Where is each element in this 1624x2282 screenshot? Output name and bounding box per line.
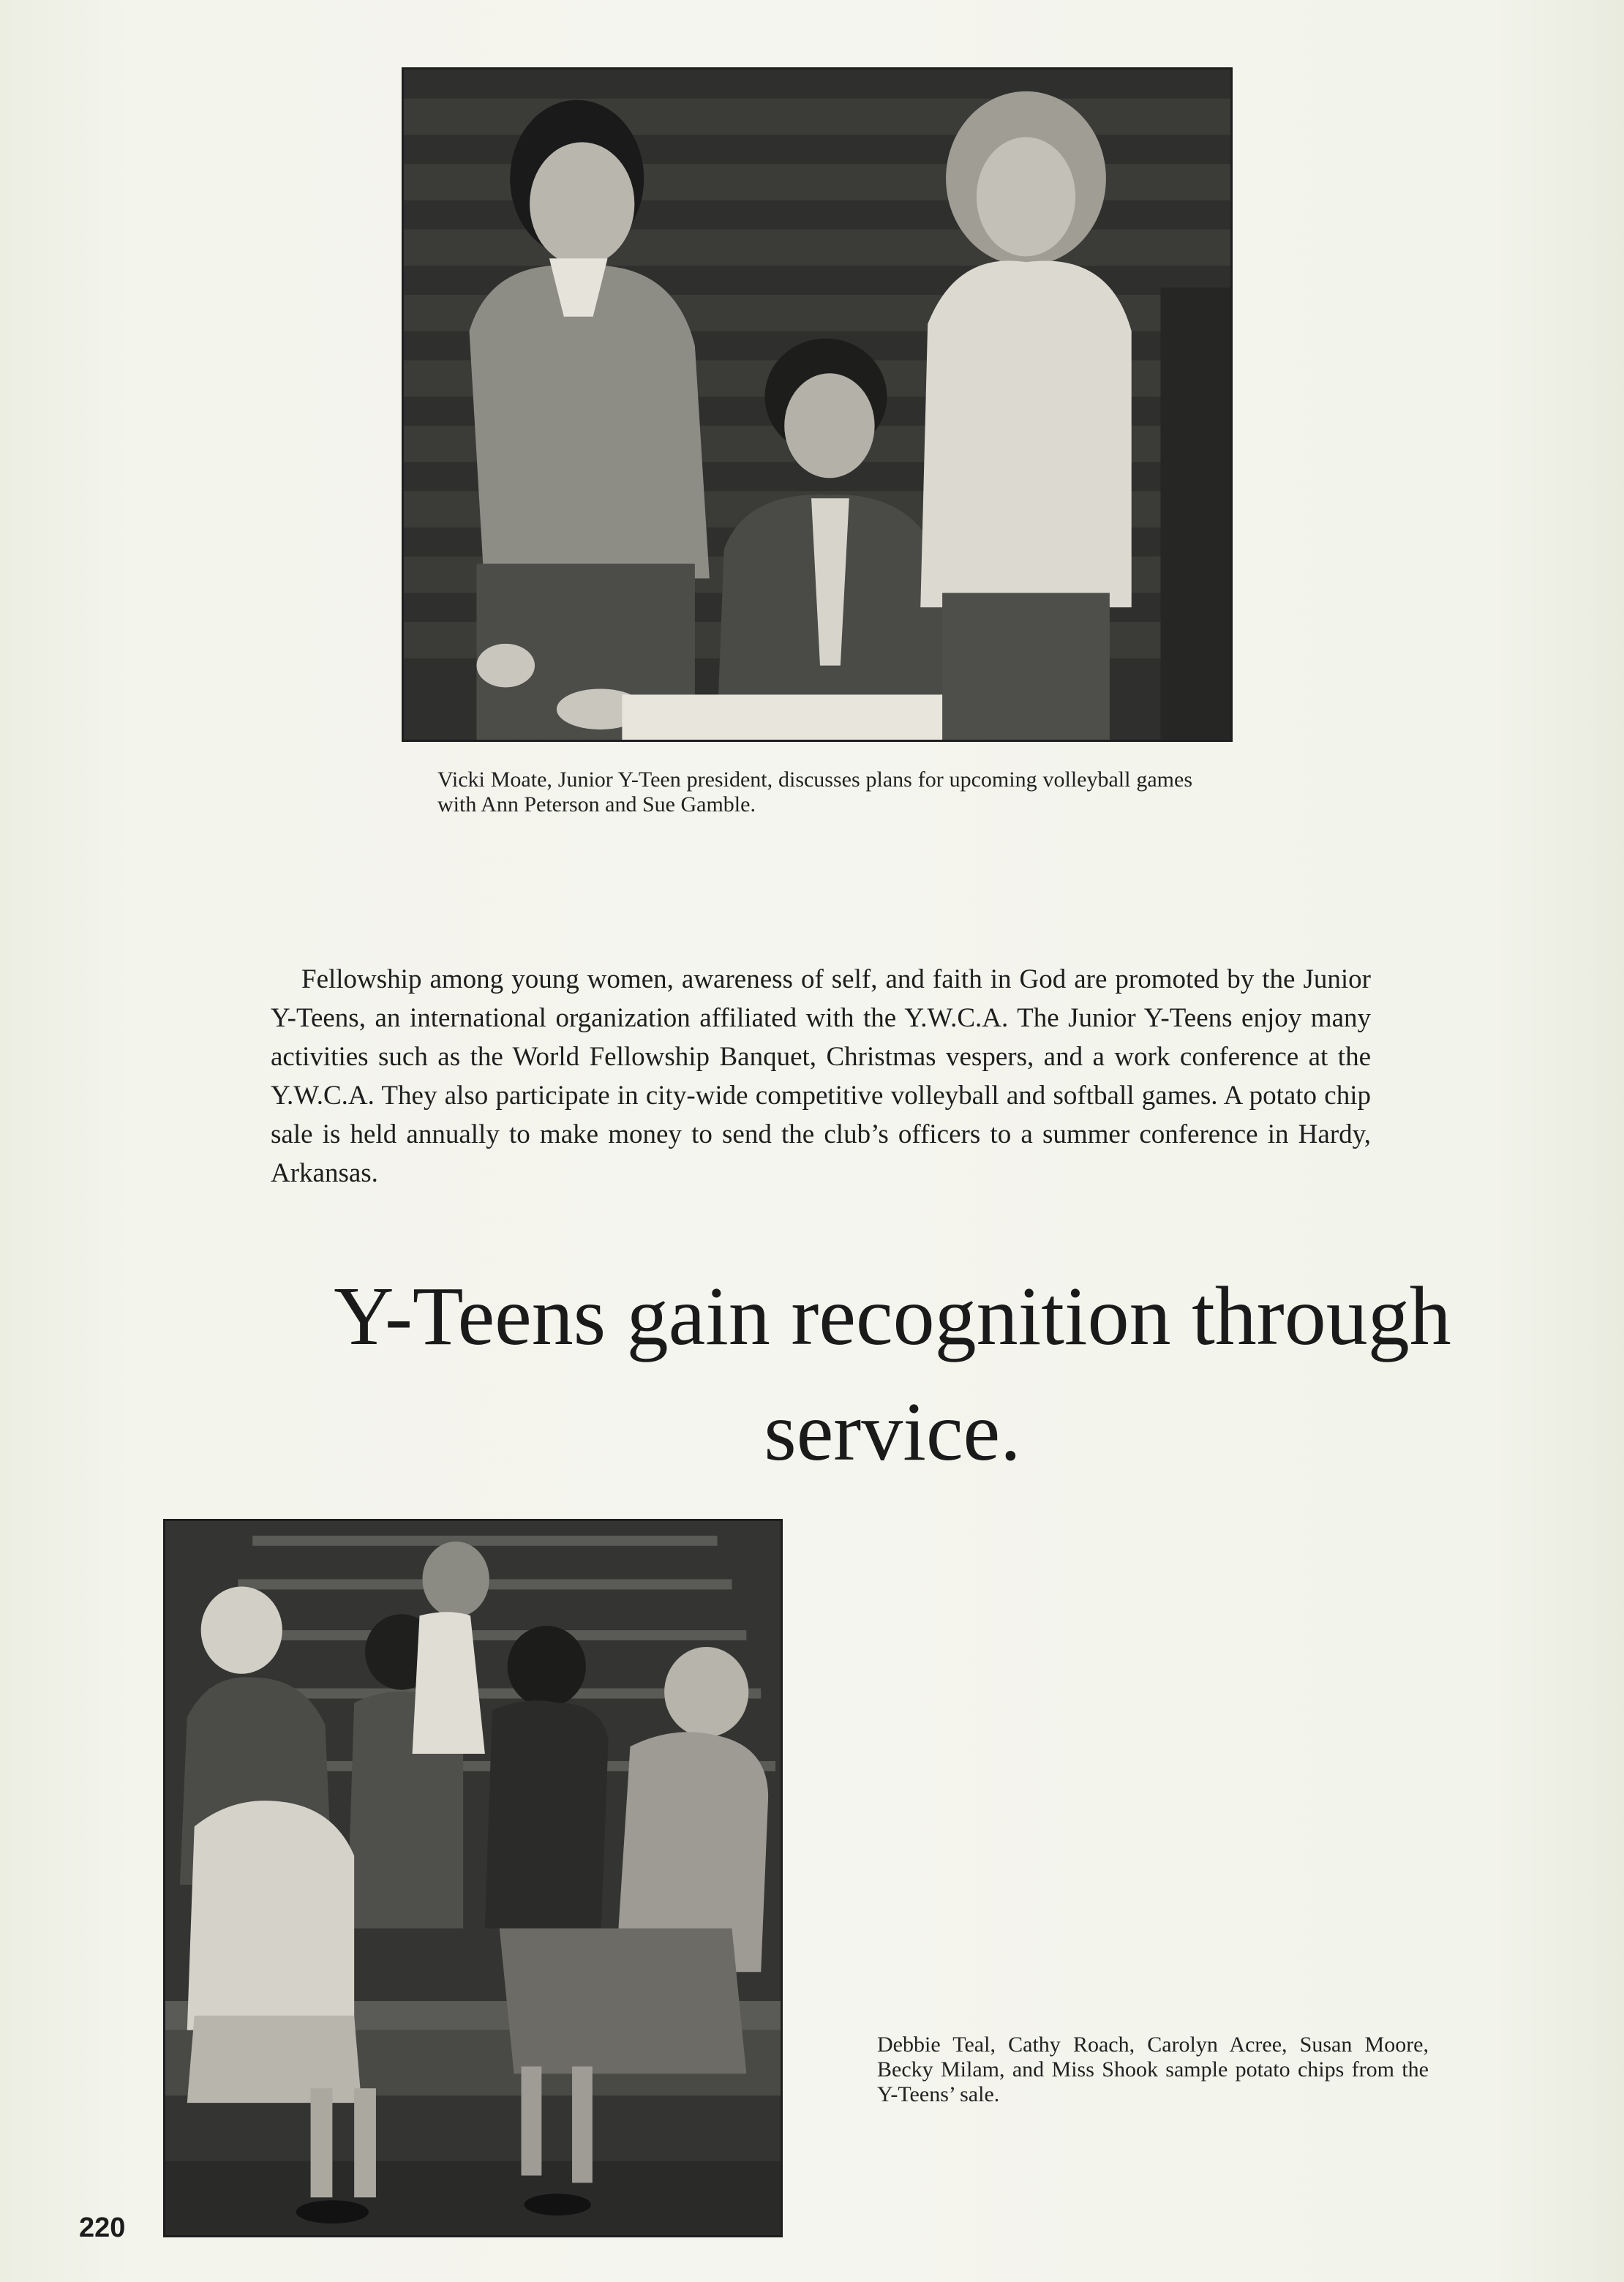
article-body: Fellowship among young women, awareness of self, and faith in God are promoted by the Junior Y-Teens, an international organization affiliated with the Y.W.C.A. The Junior Y-Teens enjoy many activities such as the World Fellowship Banquet, Christmas vespers, and a work conference at the Y.W.C.A. They also participate in city-wide competitive volleyball and softball games. A potato chip sale is held annually to make money to send the club’s officers to a summer conference in Hardy, Arkansas.	[271, 964, 1371, 1188]
page-headline: Y-Teens gain recognition through service.	[334, 1269, 1451, 1478]
bottom-photo	[163, 1519, 783, 2237]
top-photo	[402, 67, 1233, 742]
bottom-photo-image	[165, 1521, 781, 2235]
page-number: 220	[79, 2212, 126, 2243]
bottom-photo-caption: Debbie Teal, Cathy Roach, Carolyn Acree, Susan Moore, Becky Milam, and Miss Shook sample potato chips from the Y-Teens’ sale.	[877, 2033, 1429, 2106]
top-photo-image	[404, 70, 1230, 740]
top-photo-caption: Vicki Moate, Junior Y-Teen president, discusses plans for upcoming volleyball games with Ann Peterson and Sue Gamble.	[437, 767, 1192, 817]
